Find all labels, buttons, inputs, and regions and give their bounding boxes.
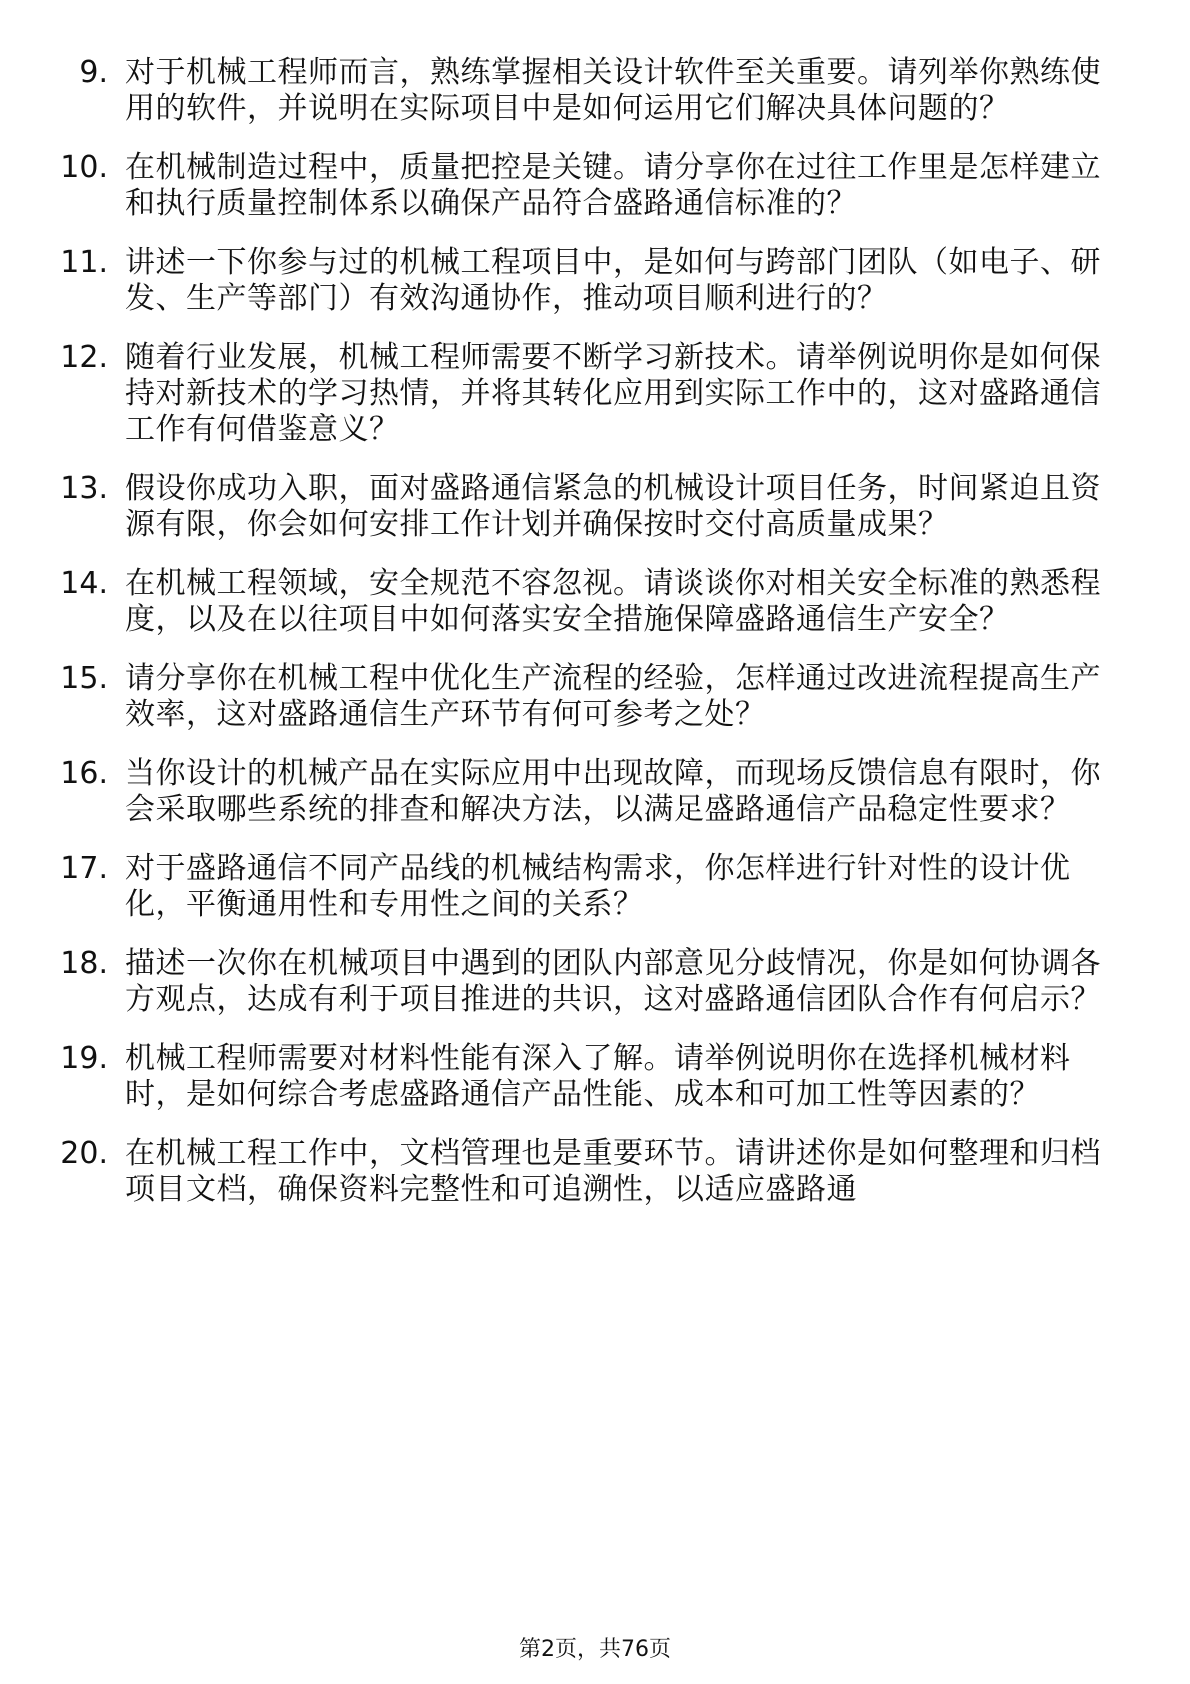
question-text: 在机械工程领域，安全规范不容忽视。请谈谈你对相关安全标准的熟悉程度，以及在以往项目中如何落实安全措施保障盛路通信生产安全？ xyxy=(125,566,1101,637)
question-number: 18. xyxy=(60,946,108,981)
question-number: 9. xyxy=(79,55,108,90)
question-item xyxy=(0,340,1190,448)
question-item xyxy=(0,851,1190,923)
question-text: 描述一次你在机械项目中遇到的团队内部意见分歧情况，你是如何协调各方观点，达成有利于项目推进的共识，这对盛路通信团队合作有何启示？ xyxy=(125,946,1101,1017)
question-number: 12. xyxy=(60,340,108,375)
question-text: 在机械制造过程中，质量把控是关键。请分享你在过往工作里是怎样建立和执行质量控制体系以确保产品符合盛路通信标准的？ xyxy=(125,150,1101,221)
question-number: 20. xyxy=(60,1136,108,1171)
question-item xyxy=(0,1041,1190,1113)
question-text: 当你设计的机械产品在实际应用中出现故障，而现场反馈信息有限时，你会采取哪些系统的排查和解决方法，以满足盛路通信产品稳定性要求？ xyxy=(125,756,1101,827)
question-item xyxy=(0,55,1190,127)
question-text: 对于机械工程师而言，熟练掌握相关设计软件至关重要。请列举你熟练使用的软件，并说明在实际项目中是如何运用它们解决具体问题的？ xyxy=(125,55,1101,126)
question-list xyxy=(0,55,1190,1231)
question-number: 17. xyxy=(60,851,108,886)
question-text: 机械工程师需要对材料性能有深入了解。请举例说明你在选择机械材料时，是如何综合考虑盛路通信产品性能、成本和可加工性等因素的？ xyxy=(125,1041,1071,1112)
question-text: 对于盛路通信不同产品线的机械结构需求，你怎样进行针对性的设计优化，平衡通用性和专用性之间的关系？ xyxy=(125,851,1071,922)
question-item xyxy=(0,661,1190,733)
question-item xyxy=(0,245,1190,317)
question-number: 16. xyxy=(60,756,108,791)
question-number: 13. xyxy=(60,471,108,506)
page-footer: 第2页，共76页 xyxy=(519,1637,671,1662)
question-item xyxy=(0,150,1190,222)
question-number: 10. xyxy=(60,150,108,185)
question-number: 15. xyxy=(60,661,108,696)
question-item xyxy=(0,1136,1190,1208)
question-item xyxy=(0,471,1190,543)
question-text: 假设你成功入职，面对盛路通信紧急的机械设计项目任务，时间紧迫且资源有限，你会如何安排工作计划并确保按时交付高质量成果？ xyxy=(125,471,1101,542)
question-item xyxy=(0,756,1190,828)
question-item xyxy=(0,566,1190,638)
question-item xyxy=(0,946,1190,1018)
question-number: 11. xyxy=(60,245,108,280)
question-text: 随着行业发展，机械工程师需要不断学习新技术。请举例说明你是如何保持对新技术的学习热情，并将其转化应用到实际工作中的，这对盛路通信工作有何借鉴意义？ xyxy=(125,340,1101,447)
question-text: 在机械工程工作中，文档管理也是重要环节。请讲述你是如何整理和归档项目文档，确保资料完整性和可追溯性，以适应盛路通 xyxy=(125,1136,1101,1207)
question-number: 19. xyxy=(60,1041,108,1076)
question-text: 讲述一下你参与过的机械工程项目中，是如何与跨部门团队（如电子、研发、生产等部门）有效沟通协作，推动项目顺利进行的？ xyxy=(125,245,1101,316)
question-number: 14. xyxy=(60,566,108,601)
question-text: 请分享你在机械工程中优化生产流程的经验，怎样通过改进流程提高生产效率，这对盛路通信生产环节有何可参考之处？ xyxy=(125,661,1101,732)
